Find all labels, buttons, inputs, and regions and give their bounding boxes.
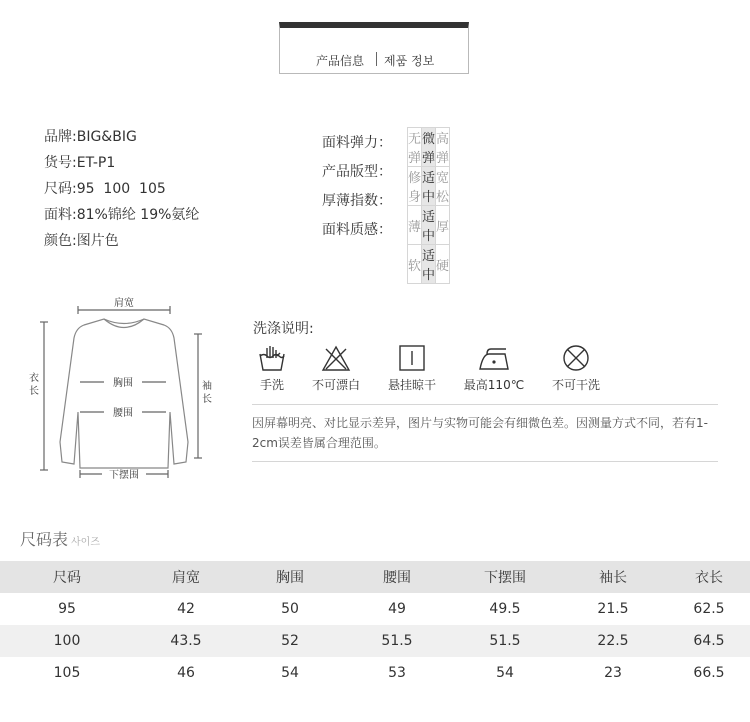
info-row bbox=[44, 124, 199, 150]
garment-diagram bbox=[29, 292, 214, 491]
size-cell: 52 bbox=[281, 633, 299, 649]
size-cell: 62.5 bbox=[693, 601, 725, 617]
chest-label: 胸围 bbox=[113, 378, 133, 389]
size-cell: 42 bbox=[177, 601, 195, 617]
info-row bbox=[44, 176, 199, 202]
disclaimer-note: 因屏幕明亮、对比显示差异，图片与实物可能会有细微色差。因测量方式不同，若有1-2cm误差皆属合理范围。 bbox=[252, 404, 718, 462]
info-row bbox=[44, 228, 199, 254]
hem-label: 下摆围 bbox=[109, 470, 139, 481]
size-header-cell: 胸围 bbox=[276, 570, 304, 586]
care-label: 手洗 bbox=[259, 378, 284, 392]
size-cell: 23 bbox=[604, 665, 622, 681]
hand-wash-icon bbox=[257, 344, 287, 372]
hang-dry-icon bbox=[397, 344, 427, 372]
attr-option: 软 bbox=[408, 245, 422, 284]
size-header-cell: 肩宽 bbox=[172, 570, 200, 586]
size-cell: 46 bbox=[177, 665, 195, 681]
care-item bbox=[252, 344, 292, 393]
size-cell: 51.5 bbox=[381, 633, 413, 649]
size-cell: 64.5 bbox=[693, 633, 725, 649]
size-table bbox=[0, 561, 750, 689]
care-title: 洗涤说明: bbox=[253, 321, 314, 337]
size-cell: 51.5 bbox=[489, 633, 521, 649]
care-item bbox=[306, 344, 366, 393]
info-value: BIG&BIG bbox=[76, 129, 137, 145]
attr-grid bbox=[407, 127, 450, 284]
no-dry-clean-icon bbox=[561, 344, 591, 372]
size-cell: 95 bbox=[58, 601, 76, 617]
header-title-kr: 제품 정보 bbox=[384, 54, 435, 68]
no-bleach-icon bbox=[321, 344, 351, 372]
size-cell: 49.5 bbox=[489, 601, 521, 617]
size-table-header bbox=[0, 561, 750, 593]
care-label: 最高110℃ bbox=[463, 378, 525, 392]
info-value: 81%锦纶 19%氨纶 bbox=[76, 207, 200, 223]
care-label: 不可漂白 bbox=[311, 378, 360, 392]
table-row bbox=[0, 593, 750, 625]
size-cell: 66.5 bbox=[693, 665, 725, 681]
size-header-cell: 腰围 bbox=[383, 570, 411, 586]
sleeve-label: 袖长 bbox=[202, 381, 212, 405]
length-label: 衣长 bbox=[29, 373, 39, 397]
info-label: 货号: bbox=[44, 155, 77, 171]
size-cell: 53 bbox=[388, 665, 406, 681]
iron-icon bbox=[477, 344, 511, 372]
size-header-cell: 尺码 bbox=[53, 570, 81, 586]
care-item bbox=[458, 344, 530, 393]
size-header-cell: 衣长 bbox=[695, 570, 723, 586]
table-row bbox=[0, 657, 750, 689]
attr-option: 高弹 bbox=[436, 128, 450, 167]
size-cell: 100 bbox=[53, 633, 81, 649]
info-value: 图片色 bbox=[76, 233, 119, 249]
size-cell: 43.5 bbox=[170, 633, 202, 649]
size-chart-subtitle: 사이즈 bbox=[71, 537, 100, 548]
size-chart-title bbox=[20, 527, 100, 550]
care-item bbox=[382, 344, 442, 393]
care-label: 不可干洗 bbox=[551, 378, 600, 392]
product-info bbox=[44, 124, 199, 254]
size-chart-title-text: 尺码表 bbox=[20, 530, 69, 549]
size-cell: 49 bbox=[388, 601, 406, 617]
size-header-cell: 袖长 bbox=[599, 570, 627, 586]
attr-option: 硬 bbox=[436, 245, 450, 284]
info-row bbox=[44, 150, 199, 176]
attr-option: 无弹 bbox=[408, 128, 422, 167]
attr-option-selected: 适中 bbox=[422, 206, 436, 245]
info-label: 品牌: bbox=[44, 129, 77, 145]
attr-option: 宽松 bbox=[436, 167, 450, 206]
attr-option-selected: 适中 bbox=[422, 167, 436, 206]
size-cell: 50 bbox=[281, 601, 299, 617]
attr-label: 面料质感： bbox=[322, 222, 392, 238]
info-label: 颜色: bbox=[44, 233, 77, 249]
header-title-cn: 产品信息 bbox=[316, 54, 365, 68]
info-value: ET-P1 bbox=[76, 155, 116, 171]
care-item bbox=[546, 344, 606, 393]
attr-option-selected: 适中 bbox=[422, 245, 436, 284]
care-label: 悬挂晾干 bbox=[387, 378, 436, 392]
size-header-cell: 下摆围 bbox=[484, 570, 526, 586]
size-cell: 22.5 bbox=[597, 633, 629, 649]
attr-label: 面料弹力： bbox=[322, 135, 392, 151]
waist-label: 腰围 bbox=[113, 408, 133, 419]
size-cell: 54 bbox=[281, 665, 299, 681]
attr-option: 修身 bbox=[408, 167, 422, 206]
header-divider bbox=[376, 52, 377, 66]
info-label: 尺码: bbox=[44, 181, 77, 197]
size-cell: 54 bbox=[496, 665, 514, 681]
sweater-outline-icon bbox=[34, 292, 214, 487]
table-row bbox=[0, 625, 750, 657]
attr-option: 薄 bbox=[408, 206, 422, 245]
info-value: 95 100 105 bbox=[76, 181, 166, 197]
info-row bbox=[44, 202, 199, 228]
section-header bbox=[279, 22, 469, 74]
attr-option: 厚 bbox=[436, 206, 450, 245]
attr-label: 产品版型： bbox=[322, 164, 392, 180]
size-cell: 21.5 bbox=[597, 601, 629, 617]
info-label: 面料: bbox=[44, 207, 77, 223]
attr-option-selected: 微弹 bbox=[422, 128, 436, 167]
size-cell: 105 bbox=[53, 665, 81, 681]
attr-label: 厚薄指数： bbox=[322, 193, 392, 209]
shoulder-label: 肩宽 bbox=[114, 298, 134, 309]
